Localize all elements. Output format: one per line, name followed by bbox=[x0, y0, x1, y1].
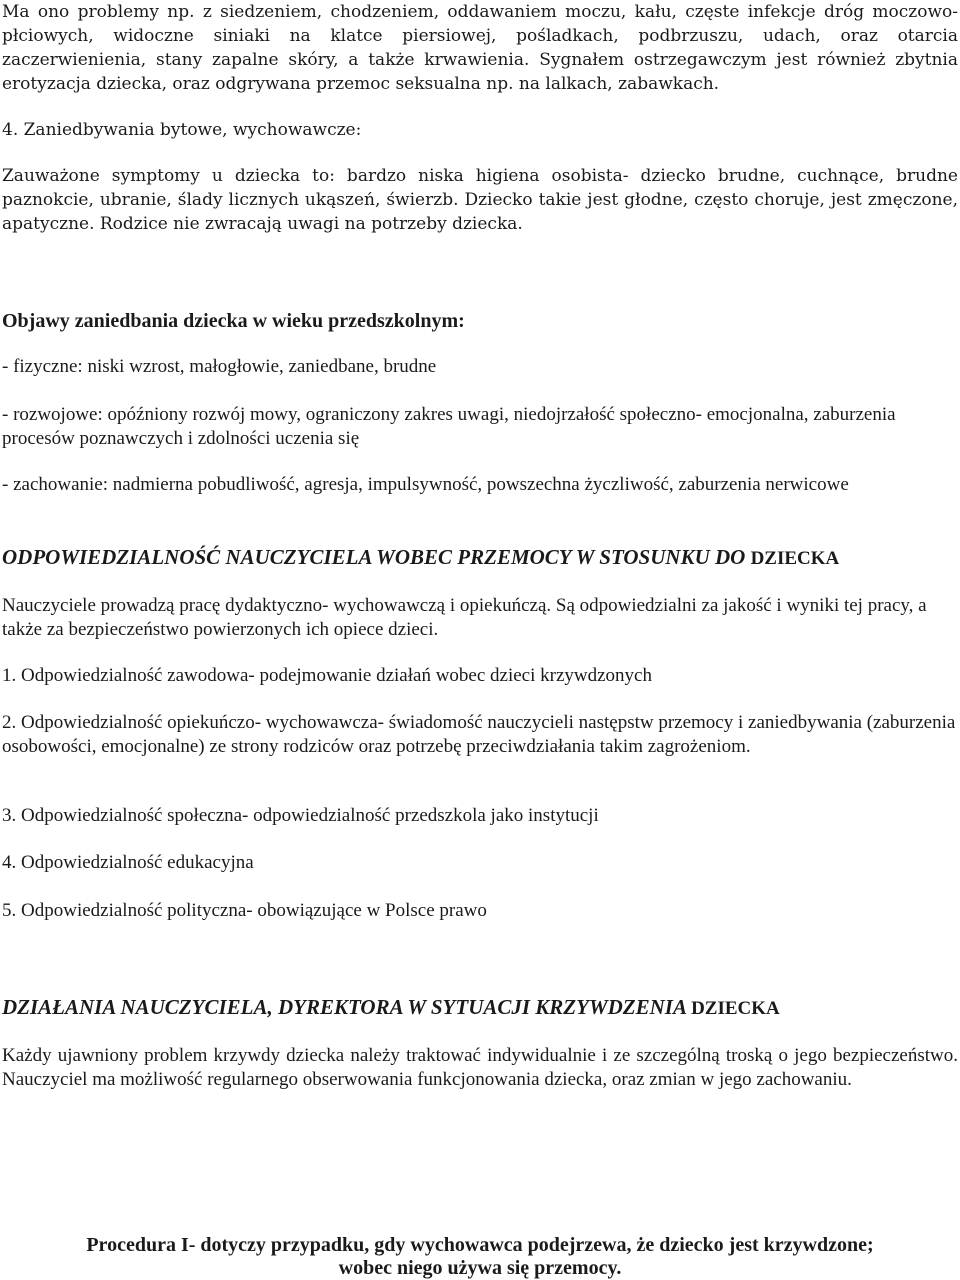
responsibility-heading-tail: DZIECKA bbox=[750, 548, 840, 569]
actions-body: Każdy ujawniony problem krzywdy dziecka należy traktować indywidualnie i ze szczególną troską o jego bezpieczeństwo. Nauczyciel ma możliwość regularnego obserwowania funkcjonowania dziecka, oraz zmian w jego zachowaniu. bbox=[2, 1045, 958, 1090]
responsibility-item-4: 4. Odpowiedzialność edukacyjna bbox=[2, 852, 254, 873]
responsibility-item-1: 1. Odpowiedzialność zawodowa- podejmowanie działań wobec dzieci krzywdzonych bbox=[2, 665, 652, 686]
intro-paragraph: Ma ono problemy np. z siedzeniem, chodzeniem, oddawaniem moczu, kału, częste infekcje dróg moczowo-płciowych, widoczne siniaki na klatce piersiowej, pośladkach, podbrzuszu, udach, oraz otarcia zaczerwienienia, stany zapalne skóry, a także krwawienia. Sygnałem ostrzegawczym jest również zbytnia erotyzacja dziecka, oraz odgrywana przemoc seksualna np. na lalkach, zabawkach. bbox=[2, 2, 958, 94]
responsibility-item-5: 5. Odpowiedzialność polityczna- obowiązujące w Polsce prawo bbox=[2, 900, 487, 921]
responsibility-heading-italic: ODPOWIEDZIALNOŚĆ NAUCZYCIELA WOBEC PRZEMOCY W STOSUNKU DO bbox=[2, 545, 746, 569]
symptom-developmental: - rozwojowe: opóźniony rozwój mowy, ograniczony zakres uwagi, niedojrzałość społeczno- emocjonalna, zaburzenia procesów poznawczych i zdolności uczenia się bbox=[2, 404, 896, 449]
actions-heading-italic: DZIAŁANIA NAUCZYCIELA, DYREKTORA W SYTUACJI KRZYWDZENIA bbox=[2, 995, 686, 1019]
section-4-heading: 4. Zaniedbywania bytowe, wychowawcze: bbox=[2, 120, 362, 140]
procedure-heading-line-2: wobec niego używa się przemocy. bbox=[338, 1257, 622, 1279]
responsibility-heading bbox=[2, 545, 958, 571]
section-4-body: Zauważone symptomy u dziecka to: bardzo niska higiena osobista- dziecko brudne, cuchnące, brudne paznokcie, ubranie, ślady licznych ukąszeń, świerzb. Dziecko takie jest głodne, często choruje, jest zmęczone, apatyczne. Rodzice nie zwracają uwagi na potrzeby dziecka. bbox=[2, 166, 958, 234]
procedure-heading-line-1: Procedura I- dotyczy przypadku, gdy wychowawca podejrzewa, że dziecko jest krzywdzone; bbox=[86, 1234, 874, 1256]
responsibility-item-2: 2. Odpowiedzialność opiekuńczo- wychowawcza- świadomość nauczycieli następstw przemocy i zaniedbywania (zaburzenia osobowości, emocjonalne) ze strony rodziców oraz potrzebę przeciwdziałania takim zagrożeniom. bbox=[2, 712, 956, 757]
symptom-physical: - fizyczne: niski wzrost, małogłowie, zaniedbane, brudne bbox=[2, 356, 437, 377]
symptom-behavioral: - zachowanie: nadmierna pobudliwość, agresja, impulsywność, powszechna życzliwość, zaburzenia nerwicowe bbox=[2, 474, 849, 495]
responsibility-item-3: 3. Odpowiedzialność społeczna- odpowiedzialność przedszkola jako instytucji bbox=[2, 805, 599, 826]
symptoms-heading: Objawy zaniedbania dziecka w wieku przedszkolnym: bbox=[2, 310, 465, 332]
actions-heading-tail: DZIECKA bbox=[691, 998, 780, 1019]
actions-heading bbox=[2, 995, 958, 1021]
responsibility-intro: Nauczyciele prowadzą pracę dydaktyczno- wychowawczą i opiekuńczą. Są odpowiedzialni za jakość i wyniki tej pracy, a także za bezpieczeństwo powierzonych ich opiece dzieci. bbox=[2, 595, 927, 640]
